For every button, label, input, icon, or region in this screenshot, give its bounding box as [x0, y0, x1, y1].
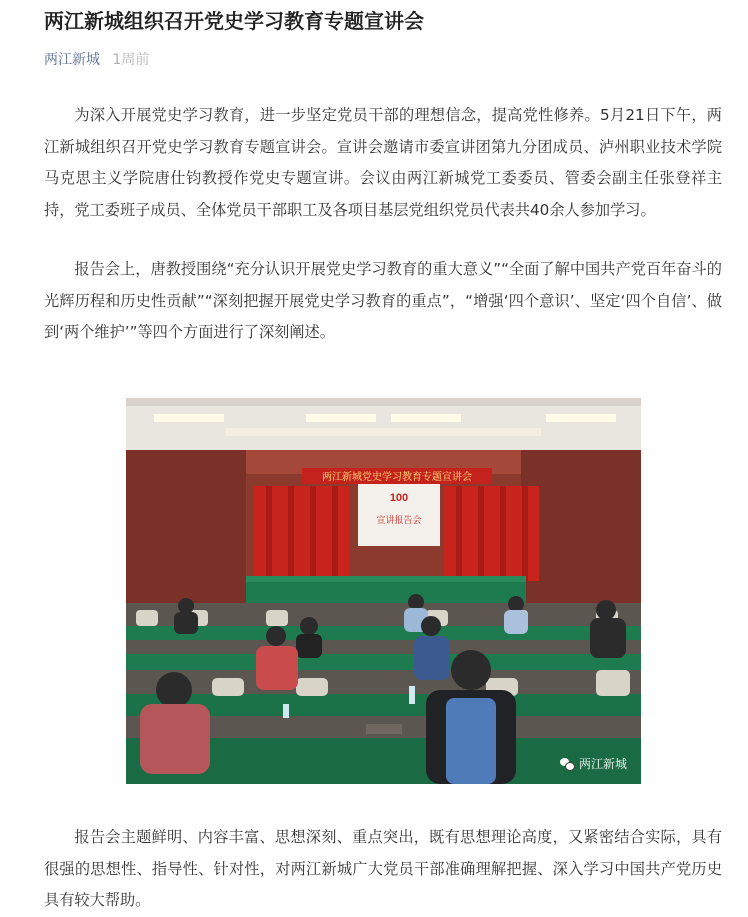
wechat-icon [560, 758, 574, 770]
svg-text:100: 100 [389, 492, 409, 504]
publish-time: 1周前 [112, 52, 150, 68]
article-paragraph-3: 报告会主题鲜明、内容丰富、思想深刻、重点突出，既有思想理论高度，又紧密结合实际，具有很强的思想性、指导性、针对性，对两江新城广大党员干部准确理解把握、深入学习中国共产党历史具有较大帮助。 [44, 828, 722, 909]
article-paragraph-1: 为深入开展党史学习教育，进一步坚定党员干部的理想信念，提高党性修养。5月21日下午，两江新城组织召开党史学习教育专题宣讲会。宣讲会邀请市委宣讲团第九分团成员、泸州职业技术学院马克思主义学院唐仕钧教授作党史专题宣讲。会议由两江新城党工委委员、管委会副主任张登祥主持，党工委班子成员、全体党员干部职工及各项目基层党组织党员代表共40余人参加学习。 [44, 106, 722, 219]
stage-banner-text: 两江新城党史学习教育专题宣讲会 [322, 472, 472, 483]
article-meta [44, 50, 149, 70]
watermark-text: 两江新城 [578, 757, 627, 771]
account-name-link[interactable]: 两江新城 [44, 52, 100, 68]
screen-text: 宣讲报告会 [376, 515, 422, 525]
article-title: 两江新城组织召开党史学习教育专题宣讲会 [44, 9, 424, 33]
meeting-photo [126, 398, 641, 784]
article-paragraph-2: 报告会上，唐教授围绕“充分认识开展党史学习教育的重大意义”“全面了解中国共产党百年奋斗的光辉历程和历史性贡献”“深刻把握开展党史学习教育的重点”，“增强‘四个意识’、坚定‘四个自信’、做到‘两个维护’”等四个方面进行了深刻阐述。 [44, 260, 722, 341]
watermark [560, 755, 627, 772]
